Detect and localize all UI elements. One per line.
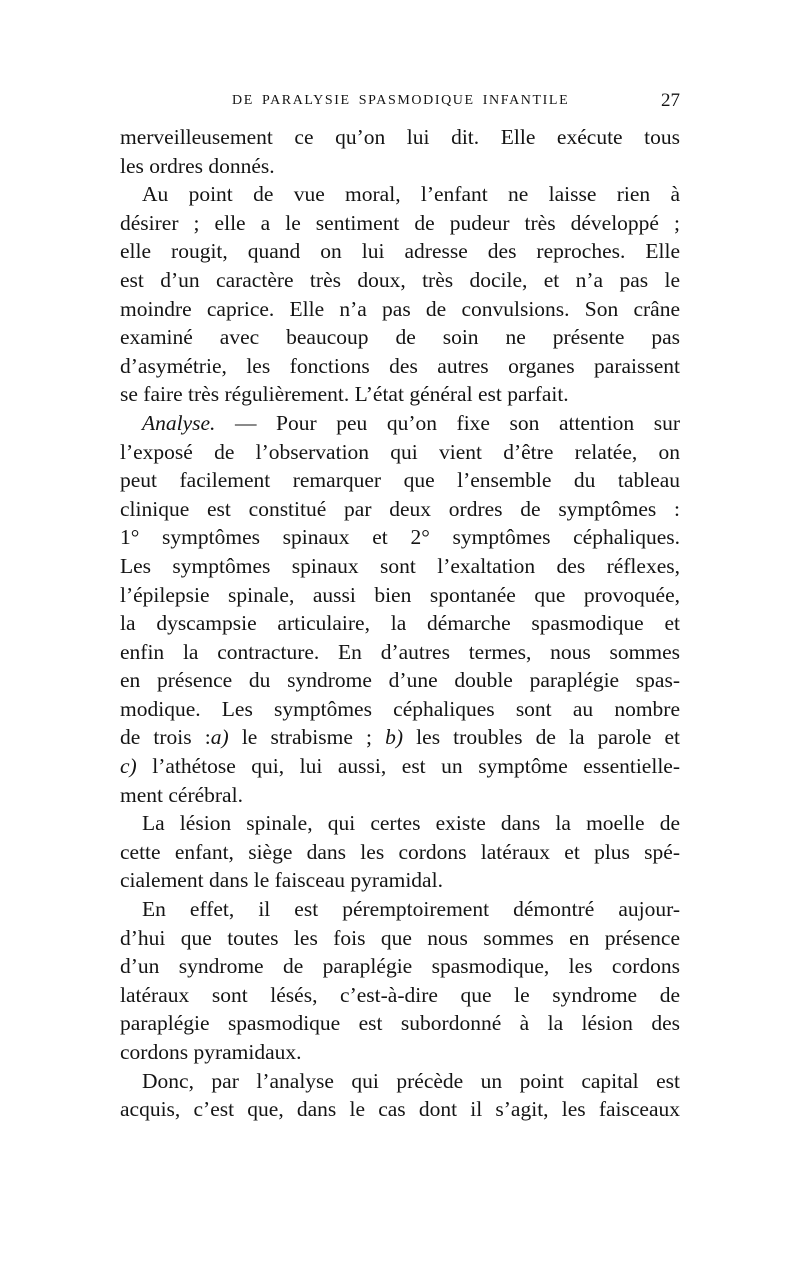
text-segment: le strabisme ; <box>241 725 372 750</box>
enum-label-c: c) <box>120 754 137 779</box>
text-line: peut facilement remarquer que l’ensemble du tableau <box>120 468 680 493</box>
text-line <box>120 752 680 781</box>
analysis-label: Analyse. <box>142 410 216 435</box>
text-line: est d’un caractère très doux, très docile, et n’a pas le <box>120 267 680 292</box>
text-line: désirer ; elle a le sentiment de pudeur très développé ; <box>120 210 680 235</box>
text-line: acquis, c’est que, dans le cas dont il s’agit, les faisceaux <box>120 1097 680 1122</box>
page-number: 27 <box>661 90 680 111</box>
text-line: la dyscampsie articulaire, la démarche spasmodique et <box>120 611 680 636</box>
enum-label-a: a) <box>210 725 229 750</box>
text-line: latéraux sont lésés, c’est-à-dire que le syndrome de <box>120 982 680 1007</box>
text-line: cialement dans le faisceau pyramidal. <box>120 868 443 893</box>
text-line: enfin la contracture. En d’autres termes, nous sommes <box>120 639 680 664</box>
text-segment: les troubles de la parole et <box>416 725 681 750</box>
text-line: d’hui que toutes les fois que nous sommes en présence <box>120 925 680 950</box>
text-line: l’épilepsie spinale, aussi bien spontanée que provoquée, <box>120 582 680 607</box>
running-head <box>120 90 680 113</box>
text-line: d’asymétrie, les fonctions des autres organes paraissent <box>120 353 680 378</box>
text-line: clinique est constitué par deux ordres de symptômes : <box>120 496 680 521</box>
text-line: elle rougit, quand on lui adresse des reproches. Elle <box>120 239 680 264</box>
text-line: modique. Les symptômes céphaliques sont au nombre <box>120 696 680 721</box>
text-line: 1° symptômes spinaux et 2° symptômes céphaliques. <box>120 525 680 550</box>
text-line: paraplégie spasmodique est subordonné à la lésion des <box>120 1011 680 1036</box>
text-line: Les symptômes spinaux sont l’exaltation des réflexes, <box>120 553 680 578</box>
text-line: cette enfant, siège dans les cordons latéraux et plus spé- <box>120 839 680 864</box>
text-line: d’un syndrome de paraplégie spasmodique, les cordons <box>120 954 680 979</box>
text-line: se faire très régulièrement. L’état général est parfait. <box>120 382 569 407</box>
text-line: Au point de vue moral, l’enfant ne laisse rien à <box>142 182 680 207</box>
text-line: La lésion spinale, qui certes existe dans la moelle de <box>142 811 680 836</box>
text-line: examiné avec beaucoup de soin ne présente pas <box>120 325 680 350</box>
text-line-rest: — Pour peu qu’on fixe son attention sur <box>235 410 681 435</box>
text-line: cordons pyramidaux. <box>120 1040 302 1064</box>
enum-label-b: b) <box>385 725 404 750</box>
text-line: l’exposé de l’observation qui vient d’être relatée, on <box>120 439 680 464</box>
text-line <box>120 723 680 752</box>
text-line: En effet, il est péremptoirement démontré aujour- <box>142 897 680 922</box>
text-segment: l’athétose qui, lui aussi, est un symptôme essentielle- <box>152 754 680 779</box>
text-line <box>120 409 680 438</box>
text-line: moindre caprice. Elle n’a pas de convulsions. Son crâne <box>120 296 680 321</box>
running-title: DE PARALYSIE SPASMODIQUE INFANTILE <box>232 93 570 108</box>
text-line: merveilleusement ce qu’on lui dit. Elle exécute tous <box>120 125 680 149</box>
text-line: en présence du syndrome d’une double paraplégie spas- <box>120 668 680 693</box>
text-line: les ordres donnés. <box>120 153 275 178</box>
body-text <box>120 123 680 1124</box>
text-line: Donc, par l’analyse qui précède un point capital est <box>142 1068 680 1093</box>
text-segment: de trois : <box>120 725 211 750</box>
text-line: ment cérébral. <box>120 782 243 807</box>
